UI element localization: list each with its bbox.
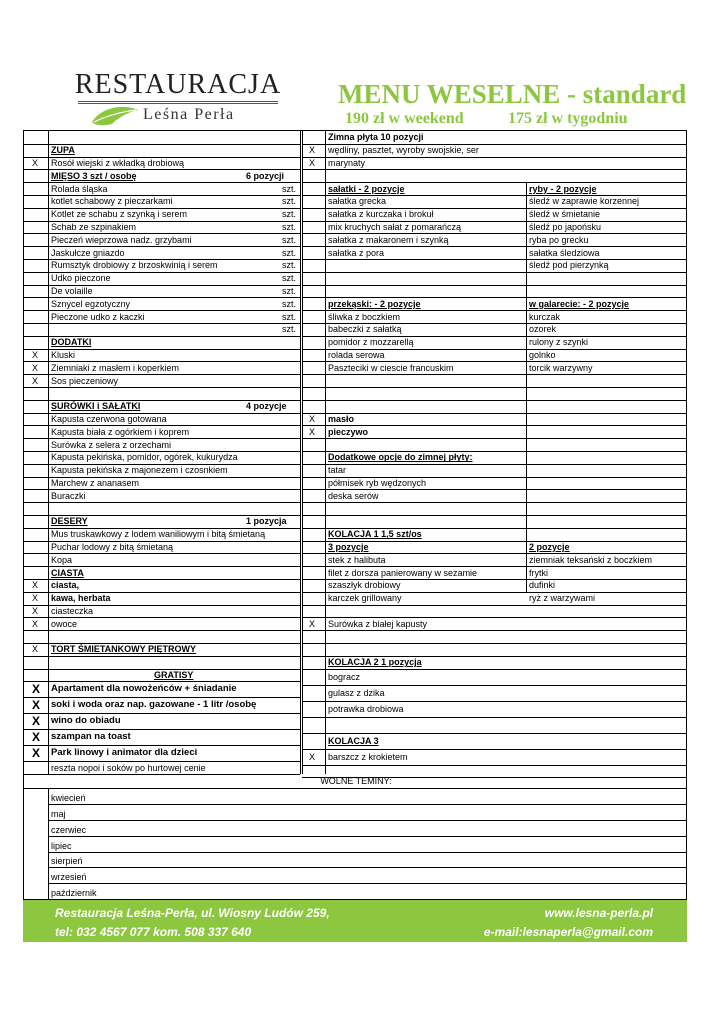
menu-item: Sos pieczeniowy	[51, 375, 119, 386]
grid-line	[24, 323, 300, 324]
menu-item: wino do obiadu	[51, 715, 121, 727]
menu-item: śledź w śmietanie	[529, 209, 601, 220]
grid-line	[302, 733, 687, 734]
menu-table	[23, 130, 687, 900]
menu-title: MENU WESELNE - standard	[338, 79, 687, 109]
check-mark: X	[309, 751, 316, 762]
menu-item: SURÓWKI i SAŁATKI	[51, 401, 141, 412]
menu-item: w galarecie: - 2 pozycje	[529, 298, 630, 309]
menu-item: 3 pozycje	[328, 542, 369, 552]
free-dates-label: WOLNE TEMINY:	[320, 776, 392, 787]
grid-line	[48, 788, 49, 899]
check-mark: X	[309, 618, 316, 629]
grid-line	[302, 605, 687, 606]
grid-line	[302, 701, 687, 702]
menu-item: KOLACJA 3	[328, 735, 379, 746]
check-mark: X	[309, 158, 316, 168]
menu-item: marynaty	[328, 158, 366, 168]
menu-item: pomidor z mozzarellą	[328, 337, 414, 348]
grid-line	[302, 169, 687, 170]
footer-website[interactable]: www.lesna-perla.pl	[544, 906, 653, 920]
grid-line	[48, 867, 687, 868]
month-item: kwiecień	[51, 793, 86, 804]
menu-item: kawa, herbata	[51, 593, 111, 604]
footer-contact	[23, 900, 687, 942]
menu-item: frytki	[529, 567, 548, 578]
menu-item: śledź pod pierzynką	[529, 260, 609, 271]
menu-item: sałatka grecka	[328, 196, 387, 207]
menu-item: Paszteciki w ciescie francuskim	[328, 362, 454, 373]
menu-item: reszta nopoi i soków po hurtowej cenie	[51, 762, 206, 773]
menu-item-count: 6 pozycji	[246, 170, 285, 181]
restaurant-logo	[73, 70, 283, 130]
grid-line	[24, 656, 300, 657]
unit-label: szt.	[282, 324, 297, 335]
grid-line	[302, 502, 687, 503]
menu-item: Surówka z białej kapusty	[328, 618, 428, 629]
grid-line	[48, 883, 687, 884]
month-item: lipiec	[51, 840, 72, 851]
menu-item: Puchar lodowy z bitą śmietaną	[51, 542, 174, 552]
menu-item: babeczki z sałatką	[328, 324, 402, 335]
grid-line	[48, 836, 687, 837]
unit-label: szt.	[282, 234, 297, 245]
check-mark: X	[32, 746, 41, 761]
check-mark: X	[32, 580, 39, 591]
grid-line	[302, 630, 687, 631]
grid-line	[302, 515, 687, 516]
check-mark: X	[32, 606, 39, 616]
menu-item: sałatka śledziowa	[529, 247, 600, 258]
menu-item: sałatka z pora	[328, 247, 385, 258]
grid-line	[302, 285, 687, 286]
month-item: maj	[51, 808, 66, 819]
menu-item: sałatka z makaronem i szynką	[328, 234, 449, 245]
menu-item: przekąski: - 2 pozycje	[328, 298, 421, 309]
menu-item: Zimna płyta 10 pozycji	[328, 132, 424, 143]
check-mark: X	[32, 362, 39, 373]
menu-item: Pieczone udko z kaczki	[51, 311, 145, 322]
grid-line	[325, 131, 326, 774]
menu-item: ryba po grecku	[529, 234, 589, 245]
grid-line	[302, 643, 687, 644]
check-mark: X	[32, 593, 39, 604]
menu-item: szaszłyk drobiowy	[328, 580, 401, 591]
menu-item: ozorek	[529, 324, 557, 335]
grid-line	[302, 438, 687, 439]
menu-item-count: 1 pozycja	[246, 516, 287, 527]
logo-subtitle: Leśna Perła	[143, 106, 235, 123]
menu-item: ryż z warzywami	[529, 593, 596, 604]
grid-line	[302, 413, 687, 414]
menu-item: ziemniak teksański z boczkiem	[529, 554, 653, 565]
grid-line	[24, 387, 300, 388]
month-item: październik	[51, 888, 97, 899]
grid-line	[302, 685, 687, 686]
menu-item: De volaille	[51, 286, 93, 296]
grid-line	[302, 400, 687, 401]
grid-line	[24, 745, 300, 746]
menu-item: owoce	[51, 618, 78, 629]
grid-line	[302, 464, 687, 465]
check-mark: X	[309, 426, 316, 437]
unit-label: szt.	[282, 209, 297, 220]
menu-item: barszcz z krokietem	[328, 751, 408, 762]
menu-item: Kapusta pekińska, pomidor, ogórek, kukurydza	[51, 452, 238, 463]
check-mark: X	[309, 414, 316, 424]
check-mark: X	[32, 644, 39, 655]
grid-line	[24, 788, 687, 789]
price-weekend: 190 zł w weekend	[345, 110, 464, 127]
menu-item: DODATKI	[51, 337, 92, 348]
grid-line	[302, 387, 687, 388]
check-mark: X	[32, 375, 39, 386]
menu-item: Kotlet ze schabu z szynką i serem	[51, 209, 188, 220]
leaf-icon	[88, 104, 140, 128]
month-item: sierpień	[51, 856, 83, 867]
menu-item: KOLACJA 2 1 pozycja	[328, 657, 422, 668]
menu-item: rolada serowa	[328, 350, 385, 360]
grid-line	[24, 502, 300, 503]
menu-item: Mus truskawkowy z lodem waniliowym i bitą śmietaną	[51, 529, 266, 540]
unit-label: szt.	[282, 298, 297, 309]
check-mark: X	[32, 698, 41, 713]
grid-line	[302, 765, 687, 766]
menu-item: Park linowy i animator dla dzieci	[51, 747, 198, 759]
unit-label: szt.	[282, 260, 297, 271]
grid-line	[48, 852, 687, 853]
menu-item: ciasta,	[51, 580, 80, 591]
menu-item: bogracz	[328, 671, 361, 682]
menu-item: Marchew z ananasem	[51, 478, 140, 488]
grid-line	[302, 259, 687, 260]
menu-item: Pieczeń wieprzowa nadz. grzybami	[51, 234, 192, 245]
unit-label: szt.	[282, 196, 297, 207]
unit-label: szt.	[282, 273, 297, 284]
menu-item: Jaskułcze gniazdo	[51, 247, 125, 258]
menu-item: Kluski	[51, 350, 76, 360]
grid-line	[24, 630, 300, 631]
menu-item: GRATISY	[154, 670, 194, 680]
grid-line	[302, 374, 687, 375]
month-item: czerwiec	[51, 824, 87, 835]
menu-item: mix kruchych sałat z pomarańczą	[328, 222, 462, 232]
menu-item: KOLACJA 1 1,5 szt/os	[328, 529, 422, 540]
menu-item: Kapusta pekińska z majonezem i czosnkiem	[51, 465, 228, 476]
menu-item: deska serów	[328, 490, 379, 501]
check-mark: X	[32, 682, 41, 697]
menu-item: Rumsztyk drobiowy z brzoskwinią i serem	[51, 260, 218, 271]
footer-address: Restauracja Leśna-Perła, ul. Wiosny Ludów 259,	[55, 906, 330, 920]
menu-item: pieczywo	[328, 426, 369, 437]
check-mark: X	[309, 145, 316, 156]
menu-item: karczek grillowany	[328, 593, 402, 604]
check-mark: X	[32, 730, 41, 745]
footer-phones: tel: 032 4567 077 kom. 508 337 640	[55, 925, 252, 939]
menu-item: Buraczki	[51, 490, 86, 501]
menu-item: wędliny, pasztet, wyroby swojskie, ser	[328, 145, 479, 156]
grid-line	[302, 272, 687, 273]
menu-item: szampan na toast	[51, 731, 131, 743]
menu-item: śledź w zaprawie korzennej	[529, 196, 640, 207]
menu-item: Kopa	[51, 554, 73, 565]
menu-item: stek z halibuta	[328, 554, 386, 565]
menu-item: kotlet schabowy z pieczarkami	[51, 196, 173, 207]
grid-line	[302, 749, 687, 750]
menu-item: Sznycel egzotyczny	[51, 298, 131, 309]
menu-item: ryby - 2 pozycje	[529, 183, 597, 194]
menu-item: MIĘSO 3 szt / osobę	[51, 170, 137, 181]
menu-item: ZUPA	[51, 145, 75, 156]
menu-item: ciasteczka	[51, 606, 94, 616]
menu-item: dufinki	[529, 580, 556, 591]
menu-item: tatar	[328, 465, 347, 476]
grid-line	[24, 713, 300, 714]
logo-name: RESTAURACJA	[74, 69, 282, 100]
menu-item: DESERY	[51, 516, 88, 527]
grid-line	[300, 131, 301, 774]
menu-item: Dodatkowe opcje do zimnej płyty:	[328, 452, 473, 463]
check-mark: X	[32, 618, 39, 629]
unit-label: szt.	[282, 311, 297, 322]
check-mark: X	[32, 158, 39, 168]
grid-line	[526, 182, 527, 592]
month-item: wrzesień	[51, 872, 87, 883]
grid-line	[302, 131, 303, 774]
menu-item: Kapusta biała z ogórkiem i koprem	[51, 426, 190, 437]
menu-item: 2 pozycje	[529, 542, 570, 552]
unit-label: szt.	[282, 286, 297, 296]
menu-item: Apartament dla nowożeńców + śniadanie	[51, 683, 237, 695]
menu-item: filet z dorsza panierowany w sezamie	[328, 567, 478, 578]
unit-label: szt.	[282, 183, 297, 194]
menu-item: potrawka drobiowa	[328, 703, 404, 714]
grid-line	[24, 681, 300, 682]
menu-item: gulasz z dzika	[328, 687, 385, 698]
grid-line	[48, 131, 49, 774]
menu-item: Rosół wiejski z wkładką drobiową	[51, 158, 185, 168]
grid-line	[302, 669, 687, 670]
menu-item: Kapusta czerwona gotowana	[51, 414, 167, 424]
menu-item: śliwka z boczkiem	[328, 311, 401, 322]
menu-item-count: 4 pozycje	[246, 401, 287, 412]
check-mark: X	[32, 714, 41, 729]
unit-label: szt.	[282, 222, 297, 232]
menu-item: CIASTA	[51, 567, 84, 578]
menu-item: Rolada śląska	[51, 183, 108, 194]
menu-item: golnko	[529, 350, 556, 360]
menu-item: sałatka z kurczaka i brokuł	[328, 209, 434, 220]
footer-email[interactable]: e-mail:lesnaperla@gmail.com	[483, 925, 653, 939]
price-weekday: 175 zł w tygodniu	[508, 110, 628, 127]
grid-line	[24, 697, 300, 698]
unit-label: szt.	[282, 247, 297, 258]
check-mark: X	[32, 350, 39, 360]
menu-item: Surówka z selera z orzechami	[51, 439, 172, 450]
menu-item: Schab ze szpinakiem	[51, 222, 137, 232]
menu-item: sałatki - 2 pozycje	[328, 183, 405, 194]
menu-item: TORT ŚMIETANKOWY PIĘTROWY	[51, 644, 197, 655]
grid-line	[48, 804, 687, 805]
menu-item: Ziemniaki z masłem i koperkiem	[51, 362, 180, 373]
grid-line	[24, 729, 300, 730]
grid-line	[48, 820, 687, 821]
menu-item: masło	[328, 414, 355, 424]
menu-item: półmisek ryb wędzonych	[328, 478, 427, 488]
menu-item: torcik warzywny	[529, 362, 593, 373]
menu-item: śledź po japońsku	[529, 222, 602, 232]
menu-item: kurczak	[529, 311, 561, 322]
menu-item: soki i woda oraz nap. gazowane - 1 litr /osobę	[51, 699, 257, 711]
menu-item: rulony z szynki	[529, 337, 589, 348]
menu-item: Udko pieczone	[51, 273, 111, 284]
logo-rule	[78, 101, 278, 102]
grid-line	[302, 717, 687, 718]
